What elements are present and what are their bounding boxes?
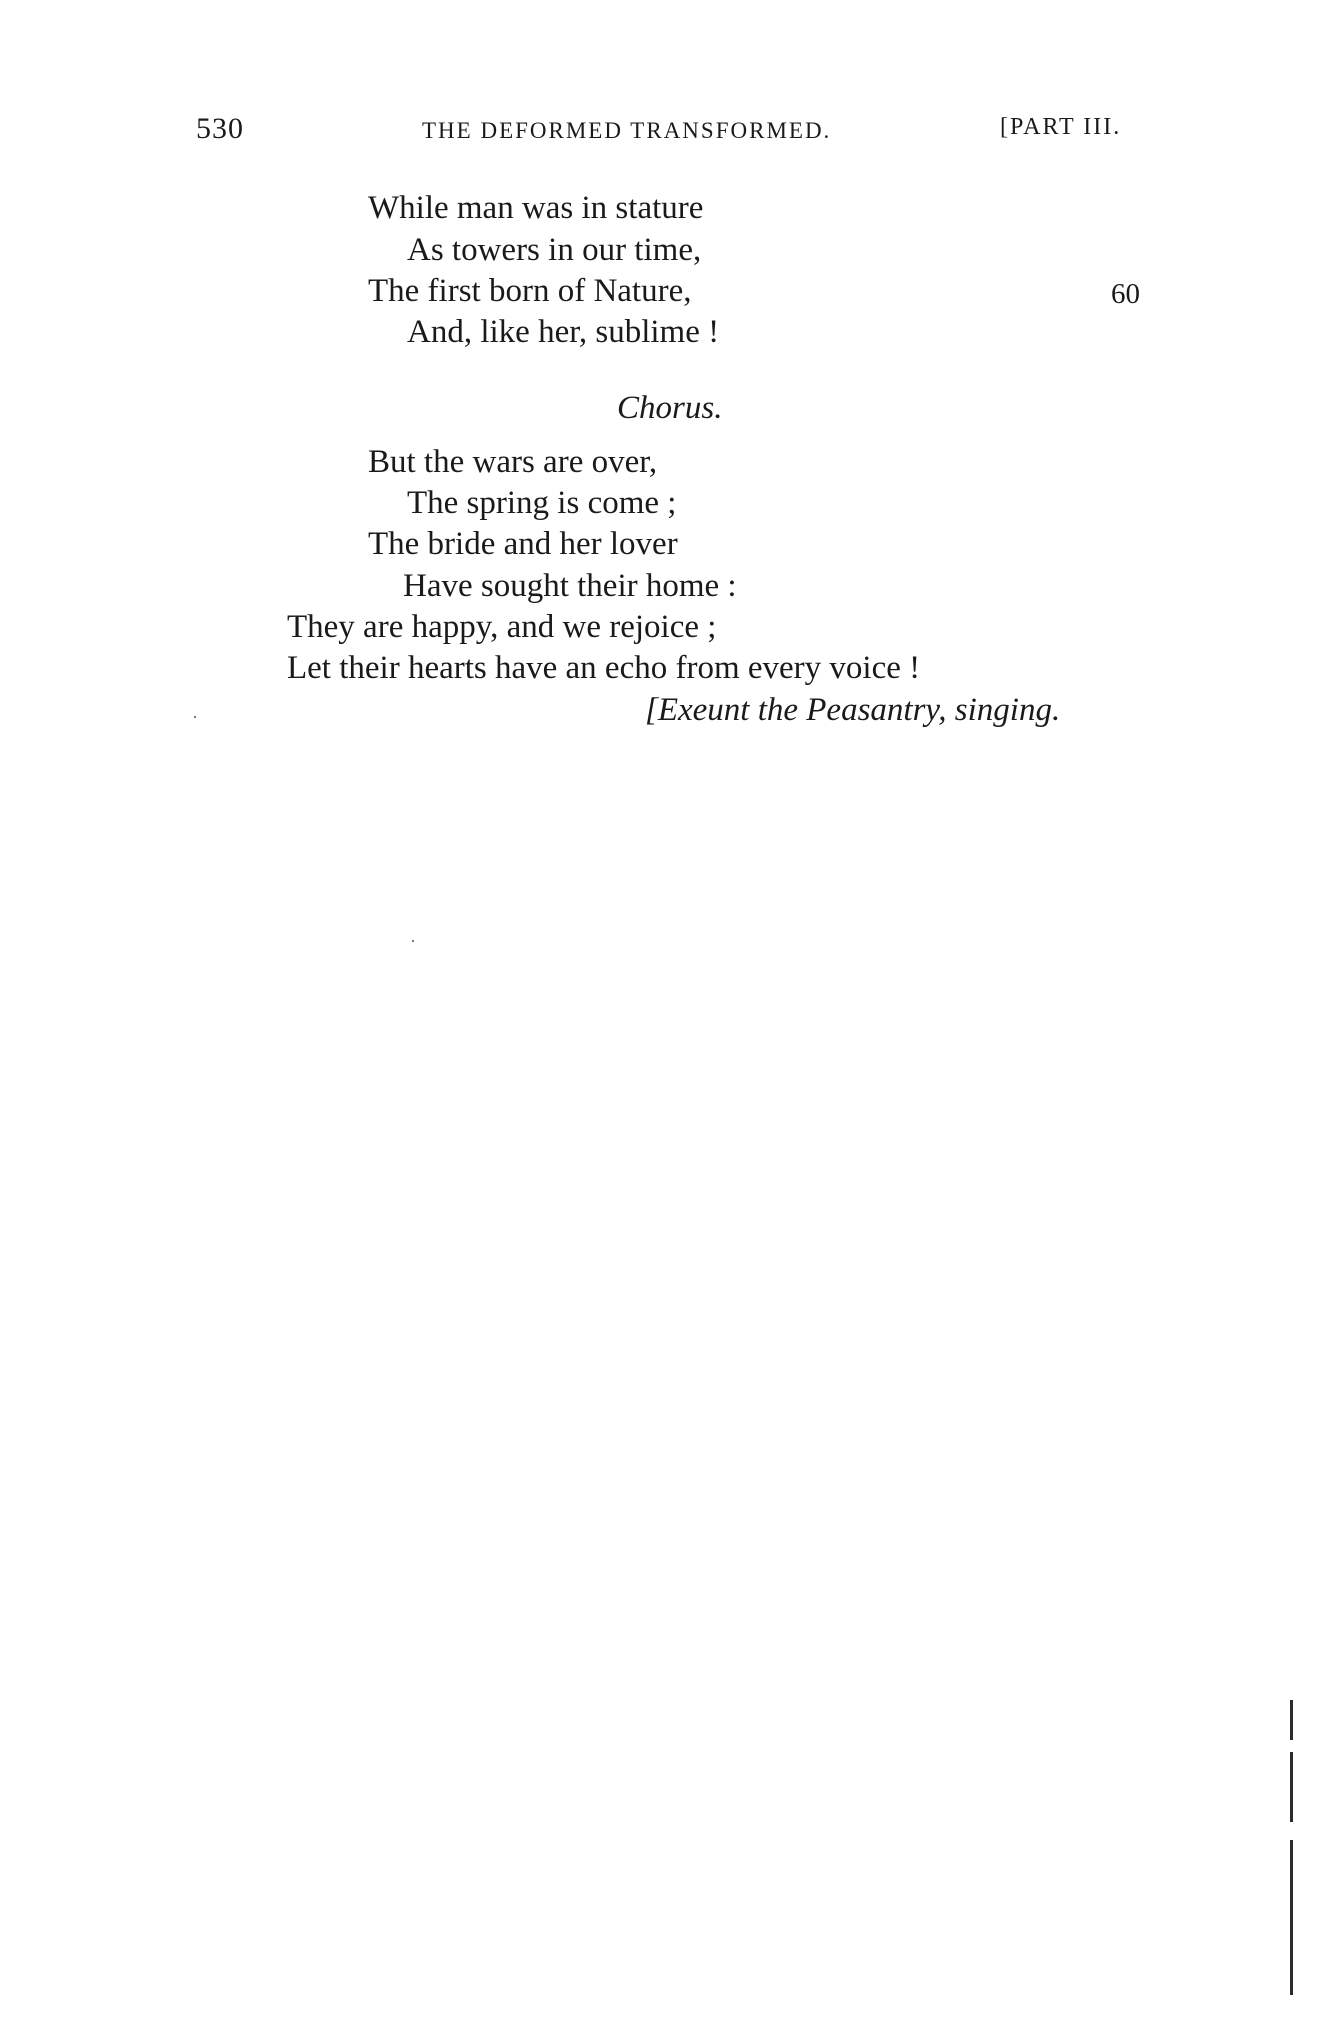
verse-line: Let their hearts have an echo from every voice ! (287, 650, 921, 686)
page-header (0, 112, 1327, 152)
scan-speck (412, 940, 414, 942)
verse-line: They are happy, and we rejoice ; (287, 609, 717, 645)
line-number: 60 (1111, 278, 1140, 310)
verse-line: The spring is come ; (407, 485, 677, 521)
scan-edge-mark (1290, 1840, 1293, 1995)
verse-line: Have sought their home : (403, 568, 737, 604)
stage-direction: [Exeunt the Peasantry, singing. (645, 692, 1061, 728)
scan-edge-mark (1290, 1752, 1293, 1822)
part-label: [PART III. (1000, 114, 1122, 140)
running-title: THE DEFORMED TRANSFORMED. (422, 118, 832, 143)
chorus-heading: Chorus. (617, 390, 723, 426)
scan-speck (194, 716, 196, 718)
scan-edge-mark (1290, 1700, 1293, 1740)
verse-line: But the wars are over, (368, 444, 658, 480)
verse-line: The first born of Nature, (368, 273, 692, 309)
page-number: 530 (196, 112, 244, 145)
verse-line: And, like her, sublime ! (407, 314, 720, 350)
verse-line: As towers in our time, (407, 232, 702, 268)
verse-line: The bride and her lover (368, 526, 678, 562)
verse-line: While man was in stature (368, 190, 704, 226)
